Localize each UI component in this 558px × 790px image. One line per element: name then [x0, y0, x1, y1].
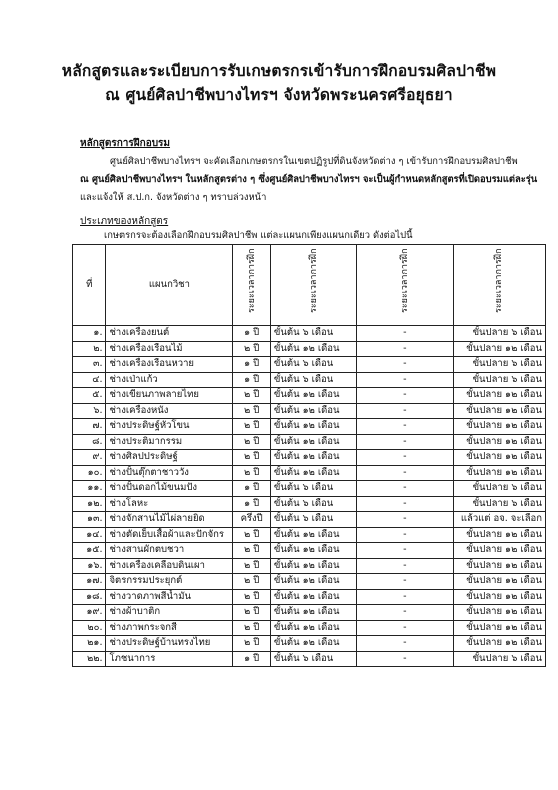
period-advanced: ขั้นปลาย ๑๒ เดือน [453, 543, 545, 559]
subject-name: ช่างโลหะ [106, 496, 233, 512]
period-advanced: ขั้นปลาย ๑๒ เดือน [453, 465, 545, 481]
period-basic: ขั้นต้น ๑๒ เดือน [270, 434, 356, 450]
period-basic: ขั้นต้น ๖ เดือน [270, 357, 356, 373]
row-number: ๑๖. [73, 558, 106, 574]
table-row [73, 388, 546, 404]
period-advanced: แล้วแต่ อจ. จะเลือก [453, 512, 545, 528]
period-basic: ขั้นต้น ๖ เดือน [270, 496, 356, 512]
period-advanced: ขั้นปลาย ๑๒ เดือน [453, 434, 545, 450]
table-row [73, 419, 546, 435]
subject-name: ช่างประดิษฐ์บ้านทรงไทย [106, 636, 233, 652]
subject-name: ช่างศิลปประดิษฐ์ [106, 450, 233, 466]
period-advanced: ขั้นปลาย ๑๒ เดือน [453, 341, 545, 357]
row-number: ๑๐. [73, 465, 106, 481]
table-row [73, 403, 546, 419]
row-number: ๒๒. [73, 651, 106, 667]
table-row [73, 620, 546, 636]
period-middle: - [357, 636, 453, 652]
period-basic: ขั้นต้น ๑๒ เดือน [270, 558, 356, 574]
row-number: ๑๕. [73, 543, 106, 559]
row-number: ๓. [73, 357, 106, 373]
period-middle: - [357, 450, 453, 466]
header-subject: แผนกวิชา [106, 245, 233, 326]
row-number: ๗. [73, 419, 106, 435]
row-number: ๑๙. [73, 605, 106, 621]
period-middle: - [357, 465, 453, 481]
duration: ๒ ปี [233, 450, 271, 466]
duration: ๒ ปี [233, 558, 271, 574]
table-row [73, 605, 546, 621]
table-row [73, 341, 546, 357]
header-period-1: ระยะเวลาการฝึก [270, 245, 356, 326]
subject-name: ช่างปั้นดอกไม้ขนมปัง [106, 481, 233, 497]
duration: ๒ ปี [233, 574, 271, 590]
table-row [73, 574, 546, 590]
period-basic: ขั้นต้น ๖ เดือน [270, 651, 356, 667]
period-advanced: ขั้นปลาย ๑๒ เดือน [453, 403, 545, 419]
row-number: ๑๒. [73, 496, 106, 512]
period-middle: - [357, 651, 453, 667]
table-row [73, 543, 546, 559]
period-basic: ขั้นต้น ๑๒ เดือน [270, 543, 356, 559]
duration: ๑ ปี [233, 357, 271, 373]
duration: ๒ ปี [233, 419, 271, 435]
period-basic: ขั้นต้น ๑๒ เดือน [270, 341, 356, 357]
period-basic: ขั้นต้น ๑๒ เดือน [270, 605, 356, 621]
period-advanced: ขั้นปลาย ๑๒ เดือน [453, 636, 545, 652]
row-number: ๑๔. [73, 527, 106, 543]
table-row [73, 512, 546, 528]
course-type-note: เกษตรกรจะต้องเลือกฝึกอบรมศิลปาชีพ แต่ละแผนกเพียงแผนกเดียว ดังต่อไปนี้ [104, 230, 413, 241]
period-advanced: ขั้นปลาย ๖ เดือน [453, 357, 545, 373]
duration: ๒ ปี [233, 605, 271, 621]
subject-name: ช่างตัดเย็บเสื้อผ้าและปักจักร [106, 527, 233, 543]
table-row [73, 450, 546, 466]
duration: ๒ ปี [233, 527, 271, 543]
period-middle: - [357, 403, 453, 419]
period-middle: - [357, 419, 453, 435]
table-row [73, 527, 546, 543]
period-advanced: ขั้นปลาย ๖ เดือน [453, 372, 545, 388]
table-row [73, 636, 546, 652]
table-row [73, 481, 546, 497]
row-number: ๑๑. [73, 481, 106, 497]
period-middle: - [357, 527, 453, 543]
period-middle: - [357, 605, 453, 621]
course-table [72, 244, 546, 667]
period-advanced: ขั้นปลาย ๑๒ เดือน [453, 450, 545, 466]
duration: ๑ ปี [233, 326, 271, 342]
period-basic: ขั้นต้น ๖ เดือน [270, 512, 356, 528]
table-header-row [73, 245, 546, 326]
duration: ๒ ปี [233, 589, 271, 605]
paragraph-line-2: ณ ศูนย์ศิลปาชีพบางไทรฯ ในหลักสูตรต่าง ๆ ซึ่งศูนย์ศิลปาชีพบางไทรฯ จะเป็นผู้กำหนดหลักสูตรที่เปิดอบรมแต่ละรุ่น [80, 174, 538, 185]
period-advanced: ขั้นปลาย ๑๒ เดือน [453, 419, 545, 435]
subject-name: โภชนาการ [106, 651, 233, 667]
table-row [73, 357, 546, 373]
table-row [73, 558, 546, 574]
duration: ๑ ปี [233, 496, 271, 512]
period-middle: - [357, 558, 453, 574]
period-advanced: ขั้นปลาย ๑๒ เดือน [453, 605, 545, 621]
subject-name: ช่างภาพกระจกสี [106, 620, 233, 636]
subject-name: ช่างเขียนภาพลายไทย [106, 388, 233, 404]
duration: ครึ่งปี [233, 512, 271, 528]
table-body [73, 326, 546, 667]
period-advanced: ขั้นปลาย ๑๒ เดือน [453, 620, 545, 636]
subject-name: ช่างปั้นตุ๊กตาชาววัง [106, 465, 233, 481]
table-row [73, 434, 546, 450]
period-advanced: ขั้นปลาย ๖ เดือน [453, 651, 545, 667]
subject-name: ช่างเครื่องเรือนหวาย [106, 357, 233, 373]
subject-name: ช่างผ้าบาติก [106, 605, 233, 621]
duration: ๑ ปี [233, 481, 271, 497]
header-period-3: ระยะเวลาการฝึก [453, 245, 545, 326]
subject-name: ช่างเครื่องยนต์ [106, 326, 233, 342]
period-basic: ขั้นต้น ๑๒ เดือน [270, 574, 356, 590]
subject-name: ช่างจักสานไม้ไผ่ลายยิด [106, 512, 233, 528]
row-number: ๕. [73, 388, 106, 404]
period-basic: ขั้นต้น ๖ เดือน [270, 372, 356, 388]
subject-name: ช่างเครื่องเรือนไม้ [106, 341, 233, 357]
period-basic: ขั้นต้น ๑๒ เดือน [270, 388, 356, 404]
duration: ๒ ปี [233, 620, 271, 636]
header-period-2: ระยะเวลาการฝึก [357, 245, 453, 326]
duration: ๒ ปี [233, 543, 271, 559]
table-row [73, 326, 546, 342]
duration: ๒ ปี [233, 434, 271, 450]
period-basic: ขั้นต้น ๖ เดือน [270, 481, 356, 497]
period-middle: - [357, 496, 453, 512]
subject-name: ช่างเป่าแก้ว [106, 372, 233, 388]
period-advanced: ขั้นปลาย ๑๒ เดือน [453, 527, 545, 543]
period-basic: ขั้นต้น ๑๒ เดือน [270, 403, 356, 419]
row-number: ๑๗. [73, 574, 106, 590]
period-middle: - [357, 372, 453, 388]
duration: ๒ ปี [233, 388, 271, 404]
row-number: ๒๑. [73, 636, 106, 652]
subject-name: ช่างสานผักตบชวา [106, 543, 233, 559]
paragraph-line-3: และแจ้งให้ ส.ป.ก. จังหวัดต่าง ๆ ทราบล่วงหน้า [80, 192, 267, 203]
subject-name: ช่างเครื่องหนัง [106, 403, 233, 419]
table-row [73, 651, 546, 667]
period-advanced: ขั้นปลาย ๑๒ เดือน [453, 574, 545, 590]
row-number: ๒. [73, 341, 106, 357]
duration: ๒ ปี [233, 403, 271, 419]
table-row [73, 589, 546, 605]
paragraph-line-1: ศูนย์ศิลปาชีพบางไทรฯ จะคัดเลือกเกษตรกรในเขตปฏิรูปที่ดินจังหวัดต่าง ๆ เข้ารับการฝึกอบรมศิลปาชีพ [110, 156, 518, 167]
subject-name: ช่างเครื่องเคลือบดินเผา [106, 558, 233, 574]
period-middle: - [357, 326, 453, 342]
period-middle: - [357, 434, 453, 450]
period-advanced: ขั้นปลาย ๑๒ เดือน [453, 589, 545, 605]
period-middle: - [357, 574, 453, 590]
period-advanced: ขั้นปลาย ๖ เดือน [453, 496, 545, 512]
row-number: ๖. [73, 403, 106, 419]
row-number: ๔. [73, 372, 106, 388]
section-heading-course-types: ประเภทของหลักสูตร [80, 216, 169, 227]
table-row [73, 496, 546, 512]
period-middle: - [357, 481, 453, 497]
subject-name: ช่างประติมากรรม [106, 434, 233, 450]
period-middle: - [357, 543, 453, 559]
row-number: ๙. [73, 450, 106, 466]
duration: ๒ ปี [233, 465, 271, 481]
period-basic: ขั้นต้น ๑๒ เดือน [270, 527, 356, 543]
section-heading-training: หลักสูตรการฝึกอบรม [80, 138, 171, 149]
period-basic: ขั้นต้น ๑๒ เดือน [270, 620, 356, 636]
period-basic: ขั้นต้น ๖ เดือน [270, 326, 356, 342]
duration: ๒ ปี [233, 341, 271, 357]
subject-name: ช่างประดิษฐ์หัวโขน [106, 419, 233, 435]
row-number: ๘. [73, 434, 106, 450]
period-advanced: ขั้นปลาย ๑๒ เดือน [453, 388, 545, 404]
duration: ๒ ปี [233, 636, 271, 652]
period-advanced: ขั้นปลาย ๑๒ เดือน [453, 558, 545, 574]
period-basic: ขั้นต้น ๑๒ เดือน [270, 636, 356, 652]
period-middle: - [357, 620, 453, 636]
row-number: ๑๓. [73, 512, 106, 528]
document-subtitle: ณ ศูนย์ศิลปาชีพบางไทรฯ จังหวัดพระนครศรีอยุธยา [105, 86, 453, 104]
row-number: ๒๐. [73, 620, 106, 636]
period-basic: ขั้นต้น ๑๒ เดือน [270, 450, 356, 466]
period-middle: - [357, 357, 453, 373]
row-number: ๑. [73, 326, 106, 342]
subject-name: ช่างวาดภาพสีน้ำมัน [106, 589, 233, 605]
period-basic: ขั้นต้น ๑๒ เดือน [270, 465, 356, 481]
row-number: ๑๘. [73, 589, 106, 605]
period-middle: - [357, 341, 453, 357]
period-advanced: ขั้นปลาย ๖ เดือน [453, 326, 545, 342]
period-middle: - [357, 512, 453, 528]
table-row [73, 372, 546, 388]
header-duration: ระยะเวลาการฝึก [233, 245, 271, 326]
document-title: หลักสูตรและระเบียบการรับเกษตรกรเข้ารับการฝึกอบรมศิลปาชีพ [61, 62, 497, 80]
period-basic: ขั้นต้น ๑๒ เดือน [270, 419, 356, 435]
subject-name: จิตรกรรมประยุกต์ [106, 574, 233, 590]
period-advanced: ขั้นปลาย ๖ เดือน [453, 481, 545, 497]
header-number: ที่ [73, 245, 106, 326]
duration: ๑ ปี [233, 651, 271, 667]
duration: ๑ ปี [233, 372, 271, 388]
period-middle: - [357, 589, 453, 605]
table-row [73, 465, 546, 481]
period-middle: - [357, 388, 453, 404]
period-basic: ขั้นต้น ๑๒ เดือน [270, 589, 356, 605]
